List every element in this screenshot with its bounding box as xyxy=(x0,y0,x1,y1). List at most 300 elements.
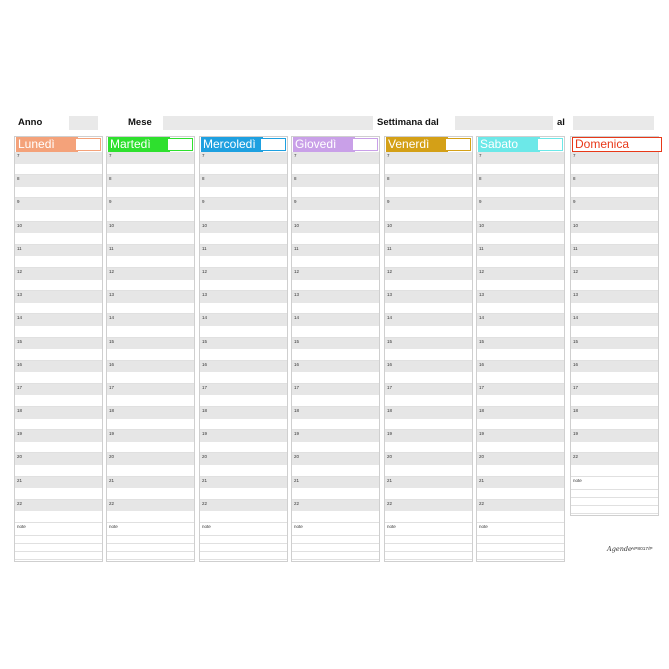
day-header xyxy=(15,137,102,152)
hour-label: 19 xyxy=(109,431,115,437)
hour-label: 8 xyxy=(387,176,390,182)
hour-slot[interactable] xyxy=(15,175,102,198)
hour-slot[interactable] xyxy=(477,338,564,361)
hour-slot[interactable] xyxy=(107,430,194,453)
hour-label: 12 xyxy=(109,268,115,274)
hour-slot[interactable] xyxy=(477,222,564,245)
hour-slot[interactable] xyxy=(107,453,194,476)
hour-label: 11 xyxy=(387,245,392,251)
notes-line xyxy=(385,551,472,552)
hour-slot[interactable] xyxy=(292,453,379,476)
hour-slot[interactable] xyxy=(385,500,472,523)
day-header xyxy=(200,137,287,152)
hour-slot[interactable] xyxy=(571,338,658,361)
day-column xyxy=(106,136,195,562)
hour-slot[interactable] xyxy=(200,361,287,384)
hour-slot[interactable] xyxy=(292,152,379,175)
notes-line xyxy=(200,551,287,552)
notes-line xyxy=(477,551,564,552)
notes-area[interactable] xyxy=(200,523,287,561)
day-date-box[interactable] xyxy=(260,138,286,151)
hour-label: 7 xyxy=(479,153,482,158)
notes-line xyxy=(107,559,194,560)
hour-label: 8 xyxy=(109,176,112,182)
hour-label: 22 xyxy=(109,500,115,506)
notes-line xyxy=(571,513,658,514)
hour-label: 15 xyxy=(17,338,23,344)
hour-slot[interactable] xyxy=(385,407,472,430)
hour-slot[interactable] xyxy=(200,152,287,175)
hour-label: 12 xyxy=(479,268,485,274)
notes-line xyxy=(15,535,102,536)
hour-label: 21 xyxy=(387,477,393,483)
hour-label: 19 xyxy=(294,431,300,437)
hour-slot[interactable] xyxy=(292,291,379,314)
hour-label: 14 xyxy=(573,315,579,321)
hour-slot[interactable] xyxy=(385,268,472,291)
notes-line xyxy=(292,543,379,544)
hour-slot[interactable] xyxy=(200,453,287,476)
mese-field-extension xyxy=(293,116,373,130)
hour-label: 10 xyxy=(573,222,579,228)
hour-slot[interactable] xyxy=(385,222,472,245)
hour-label: 15 xyxy=(387,338,393,344)
hour-slot[interactable] xyxy=(385,245,472,268)
notes-line xyxy=(107,543,194,544)
hour-slot[interactable] xyxy=(107,338,194,361)
hour-label: 7 xyxy=(109,153,112,158)
hour-slot[interactable] xyxy=(292,175,379,198)
hour-slot[interactable] xyxy=(200,175,287,198)
notes-line xyxy=(571,505,658,506)
day-column xyxy=(384,136,473,562)
hour-label: 7 xyxy=(17,153,20,158)
hour-slot[interactable] xyxy=(385,384,472,407)
day-name: Giovedì xyxy=(293,137,355,152)
hour-slot[interactable] xyxy=(107,361,194,384)
day-name: Mercoledì xyxy=(201,137,263,152)
hour-label: 8 xyxy=(573,176,576,182)
hour-label: 20 xyxy=(294,454,300,460)
hour-label: 20 xyxy=(202,454,208,460)
hour-label: 14 xyxy=(387,315,393,321)
hour-slot[interactable] xyxy=(385,314,472,337)
hour-slot[interactable] xyxy=(292,314,379,337)
hour-slot[interactable] xyxy=(571,152,658,175)
notes-line xyxy=(571,497,658,498)
hour-label: 17 xyxy=(17,384,23,390)
hour-slot[interactable] xyxy=(477,453,564,476)
hour-label: 21 xyxy=(17,477,23,483)
hour-label: 17 xyxy=(479,384,485,390)
hour-slot[interactable] xyxy=(107,245,194,268)
hour-slot[interactable] xyxy=(15,152,102,175)
hour-slot[interactable] xyxy=(385,477,472,500)
hour-label: 16 xyxy=(109,361,115,367)
hour-slot[interactable] xyxy=(292,268,379,291)
hour-slot[interactable] xyxy=(200,407,287,430)
hour-label: 11 xyxy=(17,245,22,251)
notes-area[interactable] xyxy=(107,523,194,561)
anno-label: Anno xyxy=(18,117,43,128)
hour-label: 13 xyxy=(294,292,300,298)
hour-label: 7 xyxy=(387,153,390,158)
hour-label: 12 xyxy=(17,268,23,274)
hour-slot[interactable] xyxy=(292,338,379,361)
hour-label: 14 xyxy=(294,315,300,321)
hour-slot[interactable] xyxy=(107,268,194,291)
hour-slot[interactable] xyxy=(477,500,564,523)
hour-label: 22 xyxy=(479,500,485,506)
hour-label: 12 xyxy=(202,268,208,274)
notes-label: note xyxy=(17,524,26,529)
notes-area[interactable] xyxy=(477,523,564,561)
notes-line xyxy=(292,551,379,552)
hour-label: 18 xyxy=(294,408,300,414)
notes-line xyxy=(385,535,472,536)
hour-label: 17 xyxy=(109,384,115,390)
hour-slot[interactable] xyxy=(15,198,102,221)
hour-label: 9 xyxy=(202,199,205,205)
notes-line xyxy=(200,535,287,536)
hour-label: 16 xyxy=(479,361,485,367)
hour-label: 19 xyxy=(573,431,579,437)
hour-slot[interactable] xyxy=(107,152,194,175)
hour-slot[interactable] xyxy=(477,384,564,407)
hour-slot[interactable] xyxy=(477,152,564,175)
hour-slot[interactable] xyxy=(571,268,658,291)
hour-slot[interactable] xyxy=(15,361,102,384)
hour-slot[interactable] xyxy=(292,198,379,221)
hour-label: 11 xyxy=(202,245,207,251)
notes-line xyxy=(15,559,102,560)
notes-line xyxy=(477,559,564,560)
hour-slot[interactable] xyxy=(385,338,472,361)
hour-slot[interactable] xyxy=(571,430,658,453)
hour-label: 21 xyxy=(479,477,485,483)
notes-label: note xyxy=(109,524,118,529)
hour-slot[interactable] xyxy=(200,222,287,245)
notes-line xyxy=(292,535,379,536)
hour-label: 13 xyxy=(17,292,23,298)
hour-slot[interactable] xyxy=(15,338,102,361)
hour-label: 16 xyxy=(17,361,23,367)
day-column xyxy=(14,136,103,562)
notes-area[interactable] xyxy=(15,523,102,561)
day-date-box[interactable] xyxy=(75,138,101,151)
notes-label: note xyxy=(387,524,396,529)
hour-slot[interactable] xyxy=(385,453,472,476)
hour-slot[interactable] xyxy=(292,245,379,268)
hour-slot[interactable] xyxy=(292,477,379,500)
hour-slot[interactable] xyxy=(15,291,102,314)
notes-line xyxy=(15,543,102,544)
hour-label: 19 xyxy=(479,431,485,437)
hour-slot[interactable] xyxy=(15,453,102,476)
hour-slot[interactable] xyxy=(200,245,287,268)
hour-slot[interactable] xyxy=(477,175,564,198)
hour-slot[interactable] xyxy=(15,268,102,291)
day-header xyxy=(571,137,658,152)
hour-slot[interactable] xyxy=(477,477,564,500)
hour-label: 13 xyxy=(573,292,579,298)
hour-label: 20 xyxy=(109,454,115,460)
hour-label: 20 xyxy=(17,454,23,460)
hour-slot[interactable] xyxy=(15,477,102,500)
hour-label: 19 xyxy=(387,431,393,437)
day-column xyxy=(199,136,288,562)
hour-slot[interactable] xyxy=(15,500,102,523)
hour-slot[interactable] xyxy=(477,407,564,430)
hour-slot[interactable] xyxy=(385,291,472,314)
settimana-dal-label: Settimana dal xyxy=(377,117,439,128)
notes-line xyxy=(477,535,564,536)
hour-slot[interactable] xyxy=(571,291,658,314)
anno-field[interactable] xyxy=(69,116,98,130)
day-date-box[interactable] xyxy=(537,138,563,151)
hour-label: 22 xyxy=(17,500,23,506)
day-header xyxy=(385,137,472,152)
day-header xyxy=(107,137,194,152)
hour-label: 10 xyxy=(17,222,23,228)
notes-label: note xyxy=(479,524,488,529)
day-date-box[interactable] xyxy=(352,138,378,151)
hour-label: 14 xyxy=(17,315,23,321)
hour-label: 14 xyxy=(479,315,485,321)
notes-line xyxy=(385,559,472,560)
hour-label: 22 xyxy=(294,500,300,506)
hour-slot[interactable] xyxy=(107,407,194,430)
settimana-dal-field[interactable] xyxy=(455,116,553,130)
hour-label: 9 xyxy=(294,199,297,205)
hour-label: 15 xyxy=(479,338,485,344)
notes-area[interactable] xyxy=(571,477,658,515)
hour-slot[interactable] xyxy=(477,291,564,314)
hour-slot[interactable] xyxy=(571,384,658,407)
hour-label: 15 xyxy=(294,338,300,344)
hour-label: 13 xyxy=(387,292,393,298)
brand-logo: Agende xyxy=(607,545,632,553)
hour-slot[interactable] xyxy=(107,291,194,314)
hour-label: 21 xyxy=(202,477,208,483)
hour-label: 18 xyxy=(109,408,115,414)
hour-slot[interactable] xyxy=(200,291,287,314)
hour-slot[interactable] xyxy=(107,314,194,337)
notes-line xyxy=(200,559,287,560)
hour-label: 7 xyxy=(294,153,297,158)
hour-slot[interactable] xyxy=(477,361,564,384)
hour-label: 9 xyxy=(17,199,20,205)
hour-label: 10 xyxy=(294,222,300,228)
hour-label: 14 xyxy=(109,315,115,321)
hour-slot[interactable] xyxy=(15,430,102,453)
hour-slot[interactable] xyxy=(385,175,472,198)
notes-area[interactable] xyxy=(385,523,472,561)
hour-label: 7 xyxy=(202,153,205,158)
hour-label: 9 xyxy=(109,199,112,205)
hour-slot[interactable] xyxy=(292,361,379,384)
hour-slot[interactable] xyxy=(385,198,472,221)
day-date-box[interactable] xyxy=(445,138,471,151)
hour-slot[interactable] xyxy=(107,175,194,198)
hour-label: 11 xyxy=(479,245,484,251)
hour-label: 19 xyxy=(17,431,23,437)
hour-label: 16 xyxy=(202,361,208,367)
hour-slot[interactable] xyxy=(15,384,102,407)
day-header xyxy=(292,137,379,152)
hour-label: 18 xyxy=(573,408,579,414)
notes-line xyxy=(292,559,379,560)
hour-slot[interactable] xyxy=(477,245,564,268)
hour-label: 10 xyxy=(387,222,393,228)
hour-label: 22 xyxy=(573,454,579,460)
hour-slot[interactable] xyxy=(477,198,564,221)
hour-slot[interactable] xyxy=(477,314,564,337)
hour-slot[interactable] xyxy=(200,314,287,337)
day-date-box[interactable] xyxy=(167,138,193,151)
hour-slot[interactable] xyxy=(571,314,658,337)
day-column xyxy=(291,136,380,562)
al-field[interactable] xyxy=(573,116,654,130)
hour-label: 16 xyxy=(573,361,579,367)
hour-label: 12 xyxy=(294,268,300,274)
al-label: al xyxy=(557,117,565,128)
day-name: Domenica xyxy=(572,137,662,152)
hour-slot[interactable] xyxy=(200,477,287,500)
hour-slot[interactable] xyxy=(200,198,287,221)
hour-slot[interactable] xyxy=(292,500,379,523)
day-name: Martedì xyxy=(108,137,170,152)
notes-line xyxy=(571,489,658,490)
hour-slot[interactable] xyxy=(571,245,658,268)
hour-label: 20 xyxy=(479,454,485,460)
hour-label: 18 xyxy=(387,408,393,414)
hour-slot[interactable] xyxy=(292,407,379,430)
hour-slot[interactable] xyxy=(385,361,472,384)
notes-area[interactable] xyxy=(292,523,379,561)
notes-line xyxy=(15,551,102,552)
hour-slot[interactable] xyxy=(292,384,379,407)
hour-slot[interactable] xyxy=(571,222,658,245)
hour-label: 15 xyxy=(573,338,579,344)
hour-label: 8 xyxy=(479,176,482,182)
notes-line xyxy=(107,551,194,552)
hour-slot[interactable] xyxy=(107,198,194,221)
notes-line xyxy=(477,543,564,544)
hour-slot[interactable] xyxy=(200,430,287,453)
hour-label: 21 xyxy=(109,477,115,483)
hour-slot[interactable] xyxy=(571,361,658,384)
day-name: Venerdì xyxy=(386,137,448,152)
hour-slot[interactable] xyxy=(571,407,658,430)
hour-label: 18 xyxy=(202,408,208,414)
hour-label: 13 xyxy=(202,292,208,298)
hour-label: 15 xyxy=(109,338,115,344)
hour-label: 14 xyxy=(202,315,208,321)
day-header xyxy=(477,137,564,152)
hour-label: 7 xyxy=(573,153,576,158)
notes-line xyxy=(200,543,287,544)
hour-slot[interactable] xyxy=(292,430,379,453)
hour-label: 9 xyxy=(479,199,482,205)
day-name: Sabato xyxy=(478,137,540,152)
hour-label: 12 xyxy=(573,268,579,274)
hour-label: 18 xyxy=(479,408,485,414)
hour-label: 16 xyxy=(294,361,300,367)
hour-label: 8 xyxy=(17,176,20,182)
hour-label: 21 xyxy=(294,477,300,483)
header-bar xyxy=(13,116,657,130)
hour-slot[interactable] xyxy=(477,430,564,453)
hour-label: 10 xyxy=(479,222,485,228)
hour-slot[interactable] xyxy=(15,314,102,337)
hour-slot[interactable] xyxy=(385,430,472,453)
hour-slot[interactable] xyxy=(571,175,658,198)
hour-label: 15 xyxy=(202,338,208,344)
hour-slot[interactable] xyxy=(15,245,102,268)
hour-label: 9 xyxy=(387,199,390,205)
hour-label: 17 xyxy=(573,384,579,390)
hour-label: 19 xyxy=(202,431,208,437)
hour-slot[interactable] xyxy=(107,477,194,500)
hour-slot[interactable] xyxy=(107,222,194,245)
hour-label: 11 xyxy=(109,245,114,251)
hour-label: 11 xyxy=(573,245,578,251)
hour-label: 12 xyxy=(387,268,393,274)
hour-slot[interactable] xyxy=(200,384,287,407)
hour-slot[interactable] xyxy=(107,500,194,523)
hour-slot[interactable] xyxy=(200,268,287,291)
hour-label: 9 xyxy=(573,199,576,205)
hour-slot[interactable] xyxy=(15,407,102,430)
hour-slot[interactable] xyxy=(292,222,379,245)
hour-label: 17 xyxy=(387,384,393,390)
hour-label: 22 xyxy=(387,500,393,506)
hour-slot[interactable] xyxy=(385,152,472,175)
hour-slot[interactable] xyxy=(571,198,658,221)
hour-slot[interactable] xyxy=(15,222,102,245)
hour-slot[interactable] xyxy=(200,500,287,523)
notes-line xyxy=(385,543,472,544)
product-code: AP8017/P xyxy=(631,547,653,552)
hour-label: 22 xyxy=(202,500,208,506)
hour-label: 10 xyxy=(109,222,115,228)
hour-slot[interactable] xyxy=(200,338,287,361)
notes-label: note xyxy=(202,524,211,529)
hour-label: 8 xyxy=(294,176,297,182)
hour-slot[interactable] xyxy=(477,268,564,291)
hour-label: 11 xyxy=(294,245,299,251)
notes-line xyxy=(107,535,194,536)
notes-label: note xyxy=(294,524,303,529)
hour-slot[interactable] xyxy=(107,384,194,407)
day-column xyxy=(476,136,565,562)
hour-label: 13 xyxy=(109,292,115,298)
hour-label: 10 xyxy=(202,222,208,228)
hour-label: 17 xyxy=(294,384,300,390)
hour-label: 16 xyxy=(387,361,393,367)
hour-slot[interactable] xyxy=(571,453,658,476)
hour-label: 8 xyxy=(202,176,205,182)
mese-label: Mese xyxy=(128,117,152,128)
hour-label: 13 xyxy=(479,292,485,298)
mese-field[interactable] xyxy=(163,116,293,130)
day-column xyxy=(570,136,659,516)
hour-label: 17 xyxy=(202,384,208,390)
hour-label: 20 xyxy=(387,454,393,460)
notes-label: note xyxy=(573,477,582,483)
day-name: Lunedì xyxy=(16,137,78,152)
